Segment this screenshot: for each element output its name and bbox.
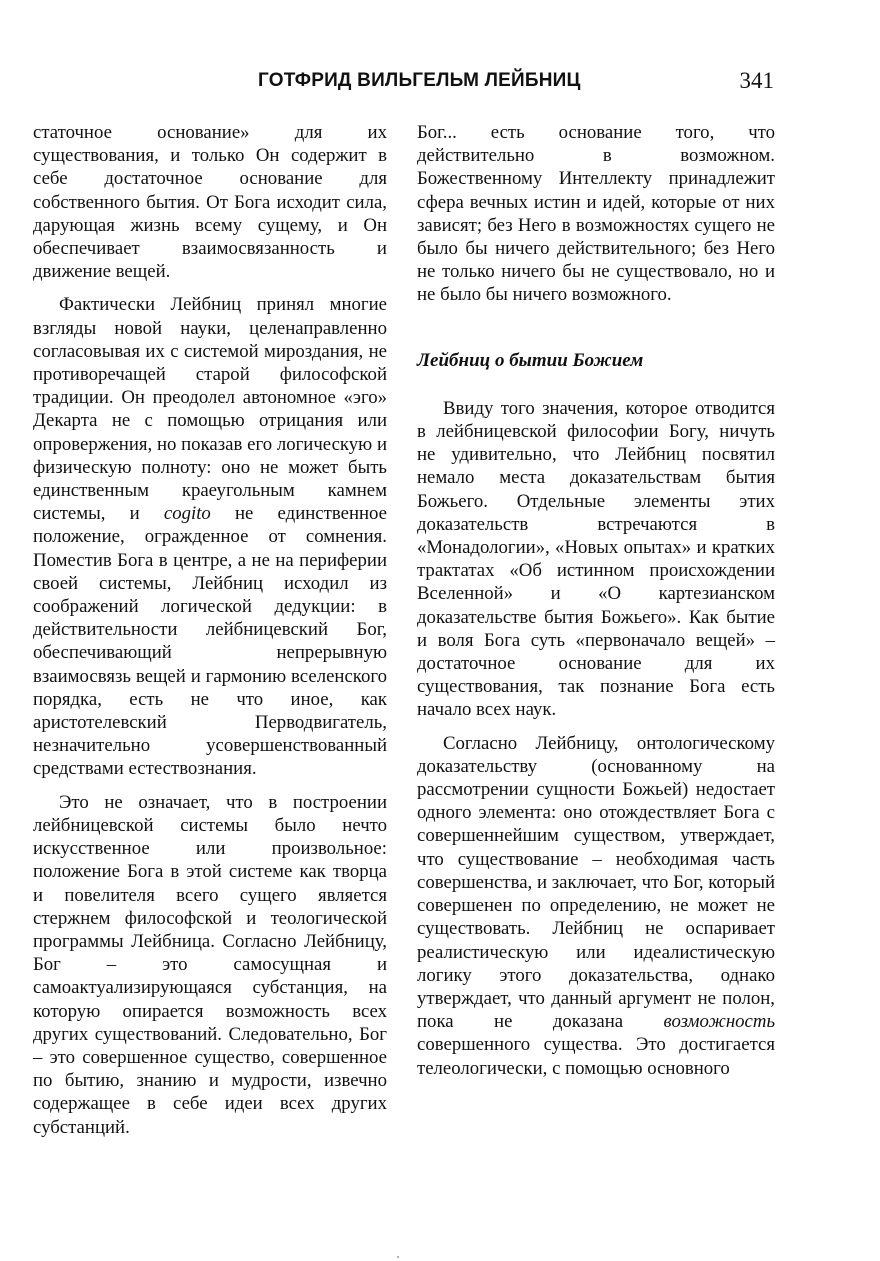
page-number: 341 <box>739 68 774 93</box>
paragraph: статочное основание» для их существования, и только Он содержит в себе достаточное основание для собственного бытия. От Бога исходит сила, дарующая жизнь всему сущему, и Он обеспечивает взаимосвязанность и движение вещей. <box>33 122 387 283</box>
section-heading: Лейбниц о бытии Божием <box>417 349 644 371</box>
emphasis-word: возможность <box>663 1011 775 1033</box>
quotation-paragraph: Бог... есть основание того, что действительно в возможном. Божественному Интеллекту принадлежит сфера вечных истин и идей, которые от них зависят; без Него в возможностях сущего не было бы ничего действительного; без Него не только ничего бы не существовало, но и не было бы ничего возможного. <box>417 122 775 306</box>
text-run: Фактически Лейбниц принял многие взгляды новой науки, целенаправленно согласовывая их с системой мироздания, не противоречащей старой философской традиции. Он преодолел автономное «эго» Декарта не с помощью отрицания или опровержения, но показав его логическую и физическую полноту: оно не может быть единственным краеугольным камнем системы, и <box>33 294 387 525</box>
running-head <box>258 70 774 100</box>
text-run: Согласно Лейбницу, онтологическому доказательству (основанному на рассмотрении сущности Божьей) недостает одного элемента: оно отождествляет Бога с совершеннейшим существом, утверждает, что существование – необходимая часть совершенства, и заключает, что Бог, который совершенен по определению, не может не существовать. Лейбниц не оспаривает реалистическую или идеалистическую логику этого доказательства, однако утверждает, что данный аргумент не полон, пока не доказана <box>417 732 775 1033</box>
paragraph <box>33 293 387 780</box>
paragraph: Ввиду того значения, которое отводится в лейбницевской философии Богу, ничуть не удивительно, что Лейбниц посвятил немало места доказательствам бытия Божьего. Отдельные элементы этих доказательств встречаются в «Монадологии», «Новых опытах» и кратких трактатах «Об истинном происхождении Вселенной» и «О картезианском доказательстве бытия Божьего». Как бытие и воля Бога суть «первоначало вещей» – достаточное основание для их существования, так познание Бога есть начало всех наук. <box>417 397 775 721</box>
running-head-title: ГОТФРИД ВИЛЬГЕЛЬМ ЛЕЙБНИЦ <box>258 70 581 91</box>
paragraph <box>417 732 775 1080</box>
paragraph: Это не означает, что в построении лейбницевской системы было нечто искусственное или произвольное: положение Бога в этой системе как творца и повелителя всего сущего является стержнем философской и теологической программы Лейбница. Согласно Лейбницу, Бог – это самосущная и самоактуализирующаяся субстанция, на которую опирается возможность всех других существований. Следовательно, Бог – это совершенное существо, совершенное по бытию, знанию и мудрости, извечно содержащее в себе идеи всех других субстанций. <box>33 791 387 1138</box>
text-run: не единственное положение, огражденное от сомнения. Поместив Бога в центре, а не на периферии своей системы, Лейбниц исходил из соображений логической дедукции: в действительности лейбницевский Бог, обеспечивающий непрерывную взаимосвязь вещей и гармонию вселенского порядка, есть не что иное, как аристотелевский Перводвигатель, незначительно усовершенствованный средствами естествознания. <box>33 503 387 780</box>
latin-term-cogito: cogito <box>163 503 211 525</box>
text-run: совершенного существа. Это достигается телеологически, с помощью основного <box>417 1034 775 1079</box>
scan-speck <box>397 1256 399 1258</box>
left-column <box>33 121 387 1139</box>
right-column <box>417 121 775 1080</box>
